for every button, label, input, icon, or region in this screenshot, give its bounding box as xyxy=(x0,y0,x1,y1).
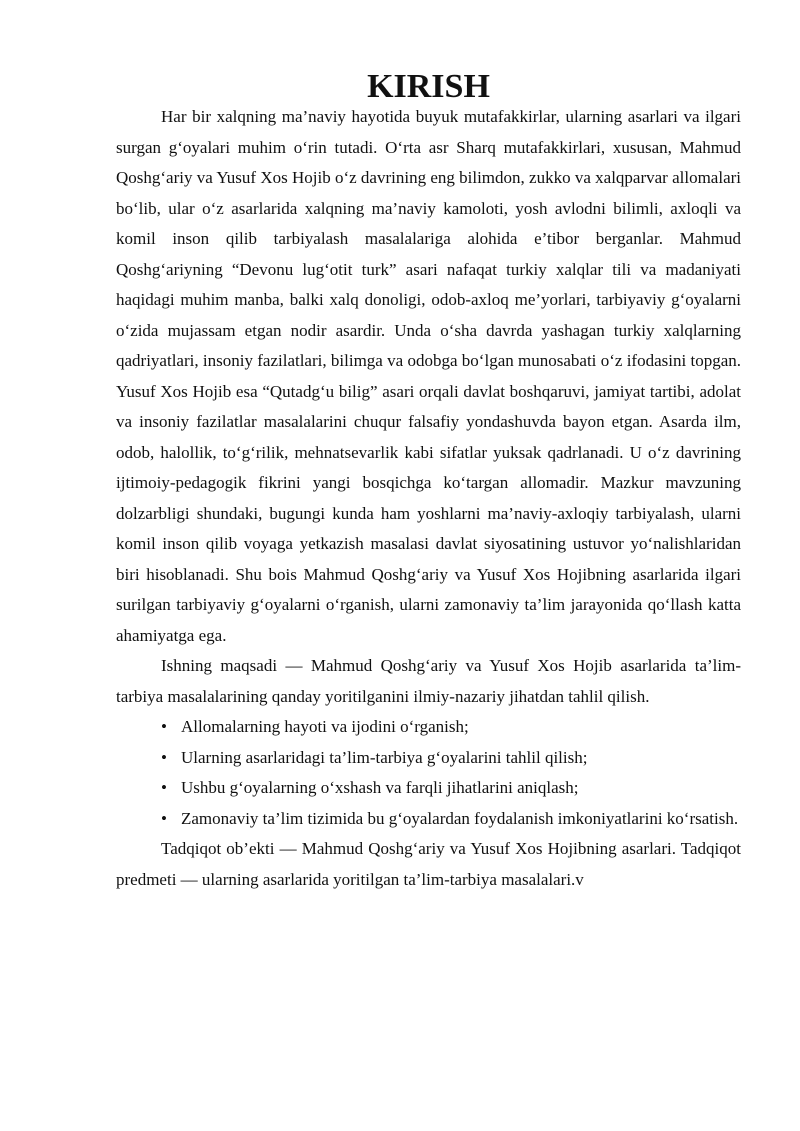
page-title: KIRISH xyxy=(367,68,490,105)
task-list xyxy=(116,712,741,834)
list-item-text: Allomalarning hayoti va ijodini o‘rganish; xyxy=(181,717,469,736)
object-paragraph: Tadqiqot ob’ekti — Mahmud Qoshg‘ariy va Yusuf Xos Hojibning asarlari. Tadqiqot predmeti — ularning asarlarida yoritilgan ta’lim-tarbiya masalalari.v xyxy=(116,839,741,889)
aim-paragraph: Ishning maqsadi — Mahmud Qoshg‘ariy va Yusuf Xos Hojib asarlarida ta’lim-tarbiya masalalarining qanday yoritilganini ilmiy-nazariy jihatdan tahlil qilish. xyxy=(116,656,741,706)
list-item xyxy=(116,773,741,804)
bullet-icon: • xyxy=(161,778,167,797)
list-item-text: Ularning asarlaridagi ta’lim-tarbiya g‘oyalarini tahlil qilish; xyxy=(181,747,588,767)
bullet-icon: • xyxy=(161,747,167,767)
bullet-icon: • xyxy=(161,808,167,828)
document-body xyxy=(116,68,741,895)
list-item-text: Ushbu g‘oyalarning o‘xshash va farqli jihatlarini aniqlash; xyxy=(181,778,579,797)
bullet-icon: • xyxy=(161,717,167,736)
list-item xyxy=(116,804,741,835)
list-item xyxy=(116,712,741,743)
list-item-text: Zamonaviy ta’lim tizimida bu g‘oyalardan foydalanish imkoniyatlarini ko‘rsatish. xyxy=(181,808,739,828)
list-item xyxy=(116,743,741,774)
intro-paragraph: Har bir xalqning ma’naviy hayotida buyuk mutafakkirlar, ularning asarlari va ilgari surgan g‘oyalari muhim o‘rin tutadi. O‘rta asr Sharq mutafakkirlari, xususan, Mahmud Qoshg‘ariy va Yusuf Xos Hojib o‘z davrining eng bilimdon, zukko va xalqparvar allomalari bo‘lib, ular o‘z asarlarida xalqning ma’naviy kamoloti, yosh avlodni bilimli, axloqli va komil inson qilib tarbiyalash masalalariga alohida e’tibor berganlar. Mahmud Qoshg‘ariyning “Devonu lug‘otit turk” asari nafaqat turkiy xalqlar tili va madaniyati haqidagi muhim manba, balki xalq donoligi, odob-axloq me’yorlari, tarbiyaviy g‘oyalarni o‘zida mujassam etgan nodir asardir. Unda o‘sha davrda yashagan turkiy xalqlarning qadriyatlari, insoniy fazilatlari, bilimga va odobga bo‘lgan munosabati o‘z ifodasini topgan. Yusuf Xos Hojib esa “Qutadg‘u bilig” asari orqali davlat boshqaruvi, jamiyat tartibi, adolat va insoniy fazilatlar masalalarini chuqur falsafiy yondashuvda bayon etgan. Asarda ilm, odob, halollik, to‘g‘rilik, mehnatsevarlik kabi sifatlar yuksak qadrlanadi. U o‘z davrining ijtimoiy-pedagogik fikrini yangi bosqichga ko‘targan allomadir. Mazkur mavzuning dolzarbligi shundaki, bugungi kunda ham yoshlarni ma’naviy-axloqiy tarbiyalash, ularni komil inson qilib voyaga yetkazish masalasi davlat siyosatining ustuvor yo‘nalishlaridan biri hisoblanadi. Shu bois Mahmud Qoshg‘ariy va Yusuf Xos Hojibning asarlarida ilgari surilgan tarbiyaviy g‘oyalarni o‘rganish, ularni zamonaviy ta’lim jarayonida qo‘llash katta ahamiyatga ega. xyxy=(116,107,741,645)
